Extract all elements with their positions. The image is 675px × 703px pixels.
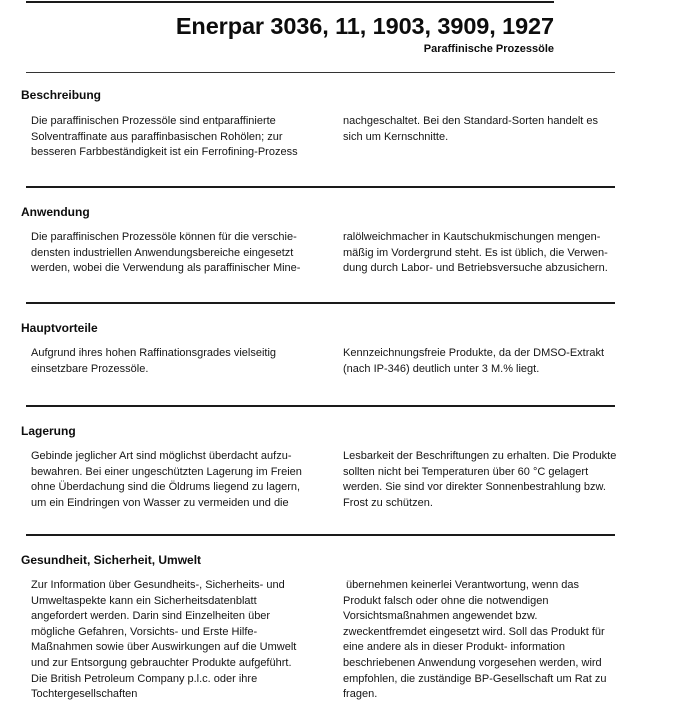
document-title: Enerpar 3036, 11, 1903, 3909, 1927 bbox=[175, 13, 554, 39]
text-line: sollten nicht bei Temperaturen über 60 °C gelagert bbox=[343, 465, 589, 478]
text-line: Maßnahmen sowie über Auswirkungen auf die Umwelt bbox=[31, 641, 297, 654]
text-line: Zur Information über Gesundheits-, Sicherheits- und bbox=[31, 579, 285, 591]
section-beschreibung-right-column bbox=[343, 114, 598, 145]
section-gsu-right-column bbox=[343, 578, 607, 703]
section-lagerung-right-column bbox=[343, 449, 616, 511]
section-gsu-left-column bbox=[31, 578, 296, 703]
text-line: besseren Farbbeständigkeit ist ein Ferrofining-Prozess bbox=[31, 146, 298, 159]
section-heading-gesundheit-sicherheit-umwelt: Gesundheit, Sicherheit, Umwelt bbox=[21, 553, 202, 567]
text-line: Produkt falsch oder ohne die notwendigen bbox=[343, 594, 549, 607]
text-line: eine andere als in dieser Produkt- information bbox=[343, 641, 565, 654]
section-beschreibung-left-column bbox=[31, 114, 298, 161]
text-line: Tochtergesellschaften bbox=[31, 688, 138, 701]
text-line: Aufgrund ihres hohen Raffinationsgrades vielseitig bbox=[31, 347, 277, 359]
text-line: fragen. bbox=[343, 688, 378, 701]
text-line: Die British Petroleum Company p.l.c. oder ihre bbox=[31, 672, 258, 685]
text-line: übernehmen keinerlei Verantwortung, wenn das bbox=[343, 579, 580, 591]
text-line: Frost zu schützen. bbox=[343, 496, 433, 509]
header-top-rule bbox=[26, 1, 554, 3]
header-bottom-rule bbox=[26, 72, 615, 73]
text-line: Vorsichtsmaßnahmen angewendet bzw. bbox=[343, 610, 538, 623]
section-anwendung-left-column bbox=[31, 230, 300, 277]
text-line: (nach IP-346) deutlich unter 3 M.% liegt. bbox=[343, 362, 540, 375]
text-line: zweckentfremdet eingesetzt wird. Soll das Produkt für bbox=[343, 625, 605, 638]
text-line: einsetzbare Prozessöle. bbox=[31, 362, 149, 375]
text-line: ohne Überdachung sind die Öldrums liegend zu lagern, bbox=[31, 481, 301, 494]
text-line: mögliche Gefahren, Vorsichts- und Erste Hilfe- bbox=[31, 625, 258, 638]
section-hauptvorteile-right-column bbox=[343, 346, 604, 377]
text-line: und zur Entsorgung gebrauchter Produkte aufgeführt. bbox=[31, 656, 292, 669]
section-heading-beschreibung: Beschreibung bbox=[21, 88, 102, 102]
section-heading-anwendung: Anwendung bbox=[21, 205, 90, 219]
section-heading-lagerung: Lagerung bbox=[21, 424, 76, 438]
section-lagerung-left-column bbox=[31, 449, 302, 511]
section-heading-hauptvorteile: Hauptvorteile bbox=[21, 321, 98, 335]
text-line: Solventraffinate aus paraffinbasischen Rohölen; zur bbox=[31, 130, 283, 143]
text-line: bewahren. Bei einer ungeschützten Lagerung im Freien bbox=[31, 465, 302, 478]
text-line: Kennzeichnungsfreie Produkte, da der DMSO-Extrakt bbox=[343, 347, 605, 359]
section-divider bbox=[26, 534, 615, 536]
section-divider bbox=[26, 405, 615, 407]
section-anwendung-right-column bbox=[343, 230, 608, 277]
text-line: angefordert werden. Darin sind Einzelheiten über bbox=[31, 610, 271, 623]
text-line: nachgeschaltet. Bei den Standard-Sorten handelt es bbox=[343, 115, 599, 127]
text-line: Gebinde jeglicher Art sind möglichst überdacht aufzu- bbox=[31, 450, 292, 462]
section-hauptvorteile-left-column bbox=[31, 346, 276, 377]
text-line: um ein Eindringen von Wasser zu vermeiden und die bbox=[31, 496, 289, 509]
text-line: dung durch Labor- und Betriebsversuche abzusichern. bbox=[343, 262, 608, 275]
text-line: densten industriellen Anwendungsbereiche eingesetzt bbox=[31, 246, 294, 259]
section-divider bbox=[26, 302, 615, 304]
text-line: sich um Kernschnitte. bbox=[343, 130, 449, 143]
text-line: beschriebenen Anwendung vorgesehen werden, wird bbox=[343, 656, 602, 669]
text-line: empfohlen, die zuständige BP-Gesellschaft um Rat zu bbox=[343, 672, 607, 685]
text-line: werden. Sie sind vor direkter Sonnenbestrahlung bzw. bbox=[343, 481, 606, 494]
text-line: Die paraffinischen Prozessöle sind entparaffinierte bbox=[31, 115, 276, 127]
document-subtitle: Paraffinische Prozessöle bbox=[423, 43, 554, 55]
text-line: Umweltaspekte kann ein Sicherheitsdatenblatt bbox=[31, 594, 257, 607]
text-line: Lesbarkeit der Beschriftungen zu erhalten. Die Produkte bbox=[343, 450, 617, 462]
text-line: mäßig im Vordergrund steht. Es ist üblich, die Verwen- bbox=[343, 246, 608, 259]
text-line: Die paraffinischen Prozessöle können für die verschie- bbox=[31, 231, 297, 243]
section-divider bbox=[26, 186, 615, 188]
text-line: ralölweichmacher in Kautschukmischungen mengen- bbox=[343, 231, 601, 243]
text-line: werden, wobei die Verwendung als paraffinischer Mine- bbox=[31, 262, 301, 275]
